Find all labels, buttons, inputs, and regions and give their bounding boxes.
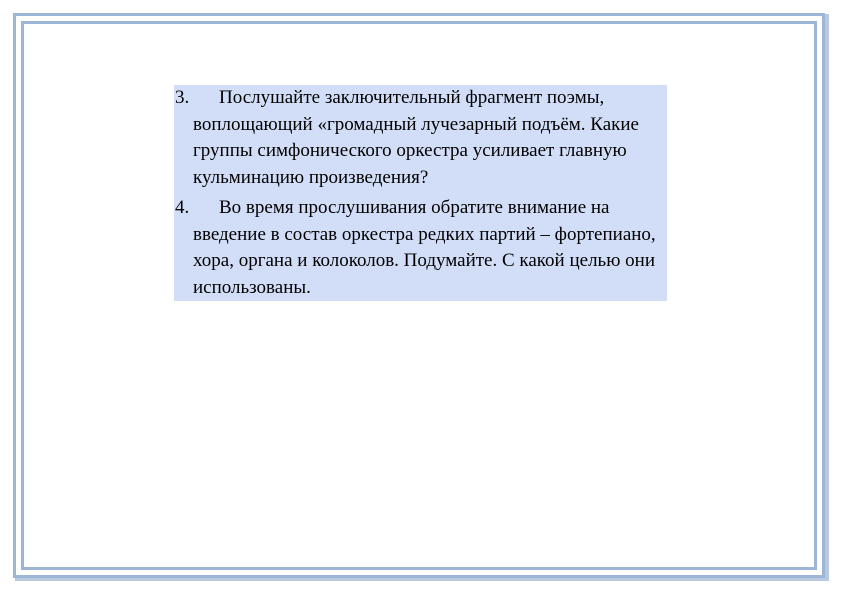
list-item (174, 85, 667, 191)
list-item-number: 3. (175, 87, 190, 108)
frame-shadow (15, 578, 829, 581)
list-item-text: Во время прослушивания обратите внимание на введение в состав оркестра редких партий – фортепиано, хора, органа и колоколов. Подумайте. С какой целью они использованы. (193, 197, 656, 298)
list-item (174, 195, 667, 301)
list-item-text: Послушайте заключительный фрагмент поэмы, воплощающий «громадный лучезарный подъём. Какие группы симфонического оркестра усиливает главную кульминацию произведения? (193, 87, 639, 188)
question-text-box (174, 85, 667, 301)
frame-shadow (825, 14, 829, 580)
list-item-number: 4. (175, 197, 190, 218)
